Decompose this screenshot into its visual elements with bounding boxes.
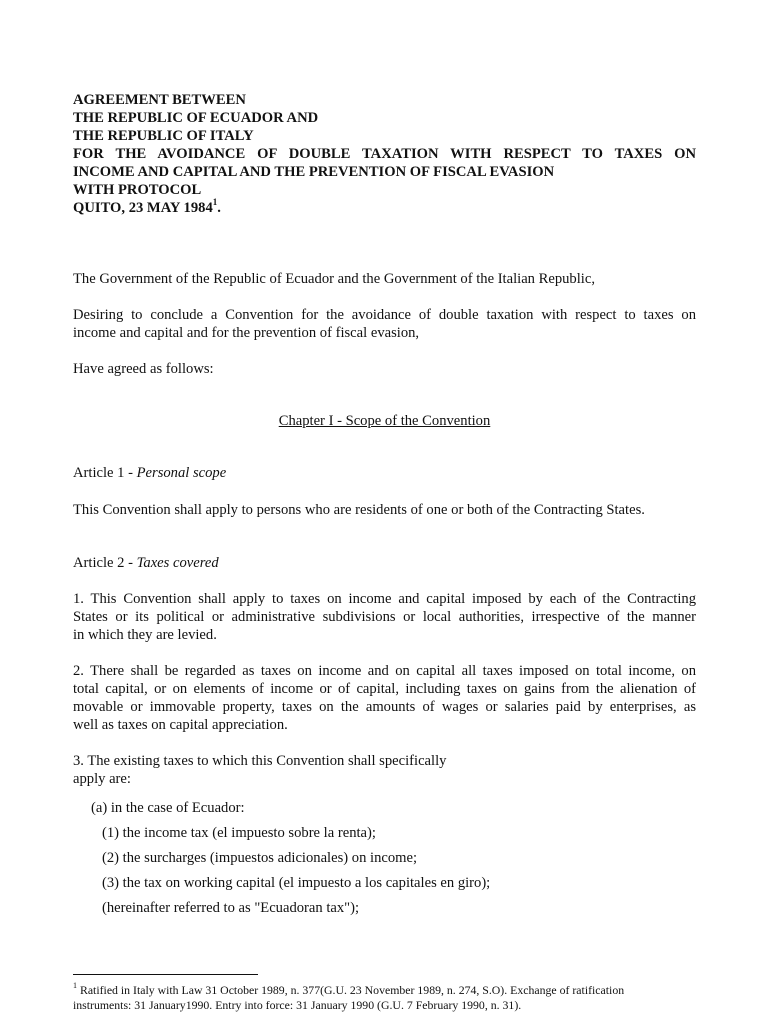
- title-line: THE REPUBLIC OF ITALY: [73, 128, 254, 144]
- document-page: [73, 91, 696, 917]
- article-2-label: Article 2 -: [73, 555, 137, 571]
- preamble-agreed: Have agreed as follows:: [73, 361, 214, 377]
- title-line: THE REPUBLIC OF ECUADOR AND: [73, 110, 319, 126]
- paragraph-line: 2. There shall be regarded as taxes on income and on capital all taxes imposed on total income, on: [73, 663, 696, 679]
- list-item: (3) the tax on working capital (el impuesto a los capitales en giro);: [102, 875, 491, 891]
- paragraph-line: apply are:: [73, 771, 131, 787]
- ecuador-taxes-list: [73, 824, 696, 917]
- footnote-line: [73, 983, 696, 998]
- article-2-title: Taxes covered: [136, 555, 219, 571]
- footnote-reference[interactable]: 1: [212, 197, 218, 208]
- ecuador-taxes-heading: (a) in the case of Ecuador:: [91, 800, 245, 816]
- paragraph-line: in which they are levied.: [73, 627, 217, 643]
- paragraph-line: States or its political or administrative subdivisions or local authorities, irrespective of the manner: [73, 609, 696, 625]
- paragraph-line: well as taxes on capital appreciation.: [73, 717, 288, 733]
- preamble-desiring-line: income and capital and for the prevention of fiscal evasion,: [73, 325, 420, 341]
- article-1-title: Personal scope: [136, 465, 227, 481]
- article-2-paragraph-1: [73, 590, 696, 644]
- article-2-paragraph-3: [73, 752, 696, 788]
- footnote-divider: [73, 974, 258, 975]
- title-date-period: .: [217, 200, 221, 216]
- article-2-heading: [73, 554, 696, 572]
- preamble-parties: The Government of the Republic of Ecuador and the Government of the Italian Republic,: [73, 271, 595, 287]
- title-line: INCOME AND CAPITAL AND THE PREVENTION OF FISCAL EVASION: [73, 164, 555, 180]
- article-2-paragraph-2: [73, 662, 696, 734]
- article-1-text: This Convention shall apply to persons who are residents of one or both of the Contracting States.: [73, 502, 645, 518]
- preamble-desiring-line: Desiring to conclude a Convention for the avoidance of double taxation with respect to taxes on: [73, 307, 696, 323]
- paragraph-line: 1. This Convention shall apply to taxes on income and capital imposed by each of the Contracting: [73, 591, 696, 607]
- footnote-mark: 1: [73, 981, 77, 991]
- footnote-text: Ratified in Italy with Law 31 October 1989, n. 377(G.U. 23 November 1989, n. 274, S.O). Exchange of ratification: [77, 983, 625, 997]
- title-line: WITH PROTOCOL: [73, 182, 202, 198]
- paragraph-line: movable or immovable property, taxes on the amounts of wages or salaries paid by enterprises, as: [73, 699, 696, 715]
- preamble-desiring: [73, 306, 696, 342]
- paragraph-line: total capital, or on elements of income or of capital, including taxes on gains from the alienation of: [73, 681, 696, 697]
- title-line: AGREEMENT BETWEEN: [73, 92, 246, 108]
- title-date: QUITO, 23 MAY 1984: [73, 200, 213, 216]
- article-1-heading: [73, 464, 696, 482]
- title-date-line: [73, 199, 696, 217]
- title-line: FOR THE AVOIDANCE OF DOUBLE TAXATION WITH RESPECT TO TAXES ON: [73, 146, 696, 162]
- list-item: (2) the surcharges (impuestos adicionales) on income;: [102, 850, 418, 866]
- footnote: [73, 983, 696, 1013]
- paragraph-line: 3. The existing taxes to which this Convention shall specifically: [73, 753, 447, 769]
- footnote-line: instruments: 31 January1990. Entry into force: 31 January 1990 (G.U. 7 February 1990, n. 31).: [73, 998, 522, 1012]
- agreement-title: [73, 91, 696, 217]
- list-item: (1) the income tax (el impuesto sobre la renta);: [102, 825, 376, 841]
- list-item: (hereinafter referred to as "Ecuadoran tax");: [102, 900, 360, 916]
- article-1-label: Article 1 -: [73, 465, 137, 481]
- chapter-heading: Chapter I - Scope of the Convention: [278, 413, 491, 429]
